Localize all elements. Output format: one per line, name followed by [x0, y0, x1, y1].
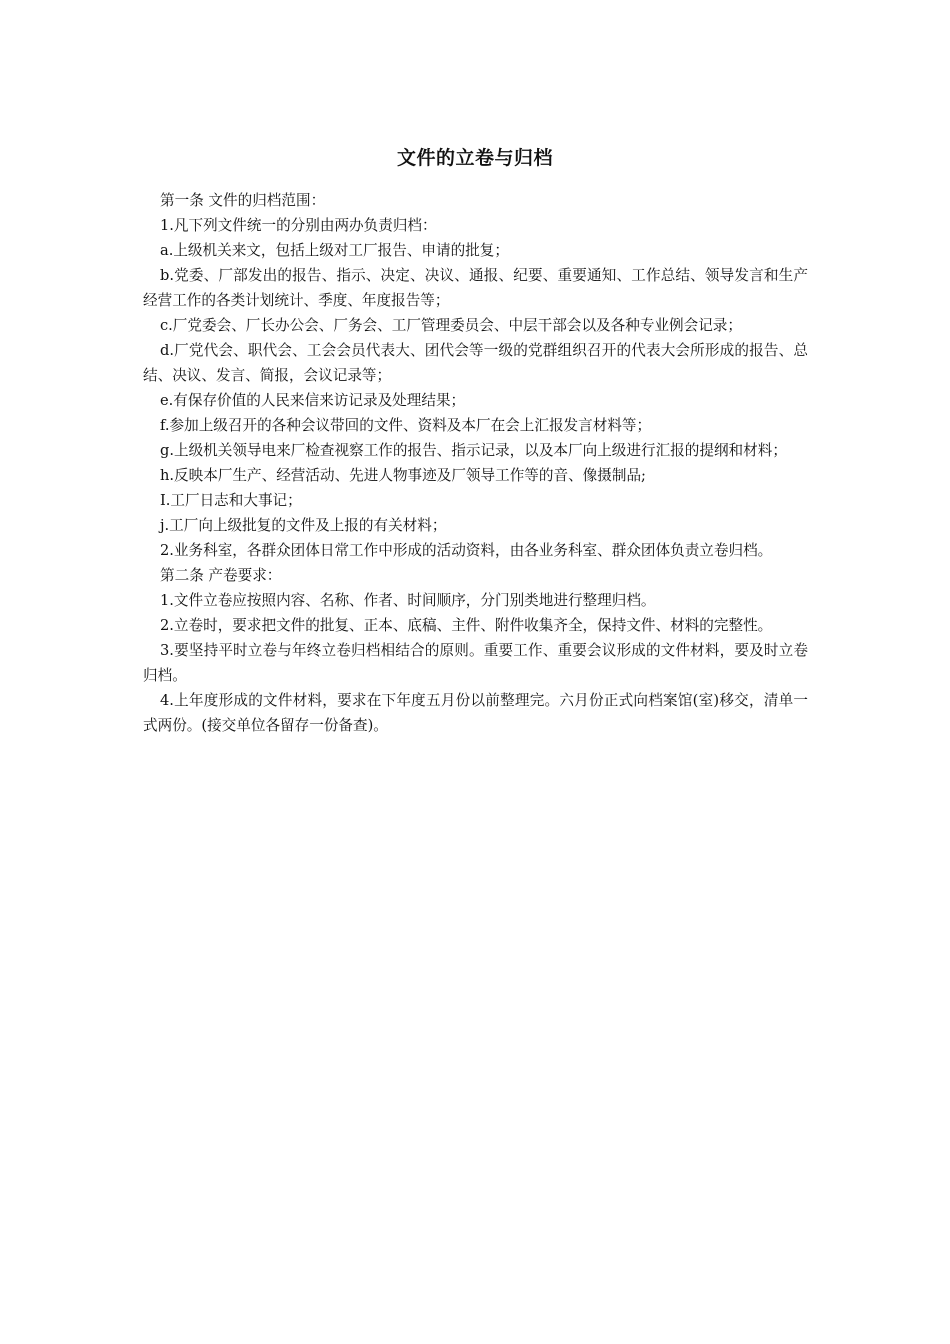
article-1-item-a: a.上级机关来文，包括上级对工厂报告、申请的批复； [160, 242, 509, 259]
document-body [143, 188, 808, 738]
article-2-item-4: 4.上年度形成的文件材料，要求在下年度五月份以前整理完。六月份正式向档案馆(室)移交，清单一式两份。(接交单位各留存一份备查)。 [143, 692, 808, 734]
article-1-item-j: j.工厂向上级批复的文件及上报的有关材料； [160, 517, 447, 534]
article-1-item-1: 1.凡下列文件统一的分别由两办负责归档： [160, 217, 437, 234]
article-1-item-e: e.有保存价值的人民来信来访记录及处理结果； [160, 392, 466, 409]
article-1-item-b: b.党委、厂部发出的报告、指示、决定、决议、通报、纪要、重要通知、工作总结、领导发言和生产经营工作的各类计划统计、季度、年度报告等； [143, 267, 808, 309]
article-1-item-f: f.参加上级召开的各种会议带回的文件、资料及本厂在会上汇报发言材料等； [160, 417, 652, 434]
article-2-heading: 第二条 产卷要求： [160, 567, 282, 584]
article-1-item-h: h.反映本厂生产、经营活动、先进人物事迹及厂领导工作等的音、像摄制品; [160, 467, 646, 484]
article-1-item-d: d.厂党代会、职代会、工会会员代表大、团代会等一级的党群组织召开的代表大会所形成的报告、总结、决议、发言、简报，会议记录等； [143, 342, 808, 384]
article-2-item-2: 2.立卷时，要求把文件的批复、正本、底稿、主件、附件收集齐全，保持文件、材料的完整性。 [160, 617, 773, 634]
article-1-item-i: I.工厂日志和大事记； [160, 492, 302, 509]
document-title: 文件的立卷与归档 [396, 147, 553, 169]
article-1-heading: 第一条 文件的归档范围： [160, 192, 326, 209]
article-1-item-2: 2.业务科室，各群众团体日常工作中形成的活动资料，由各业务科室、群众团体负责立卷归档。 [160, 542, 773, 559]
article-2-item-1: 1.文件立卷应按照内容、名称、作者、时间顺序，分门别类地进行整理归档。 [160, 592, 656, 609]
article-1-item-g: g.上级机关领导电来厂检查视察工作的报告、指示记录，以及本厂向上级进行汇报的提纲和材料； [160, 442, 787, 459]
article-2-item-3: 3.要坚持平时立卷与年终立卷归档相结合的原则。重要工作、重要会议形成的文件材料，要及时立卷归档。 [143, 642, 808, 684]
article-1-item-c: c.厂党委会、厂长办公会、厂务会、工厂管理委员会、中层干部会以及各种专业例会记录； [160, 317, 742, 334]
